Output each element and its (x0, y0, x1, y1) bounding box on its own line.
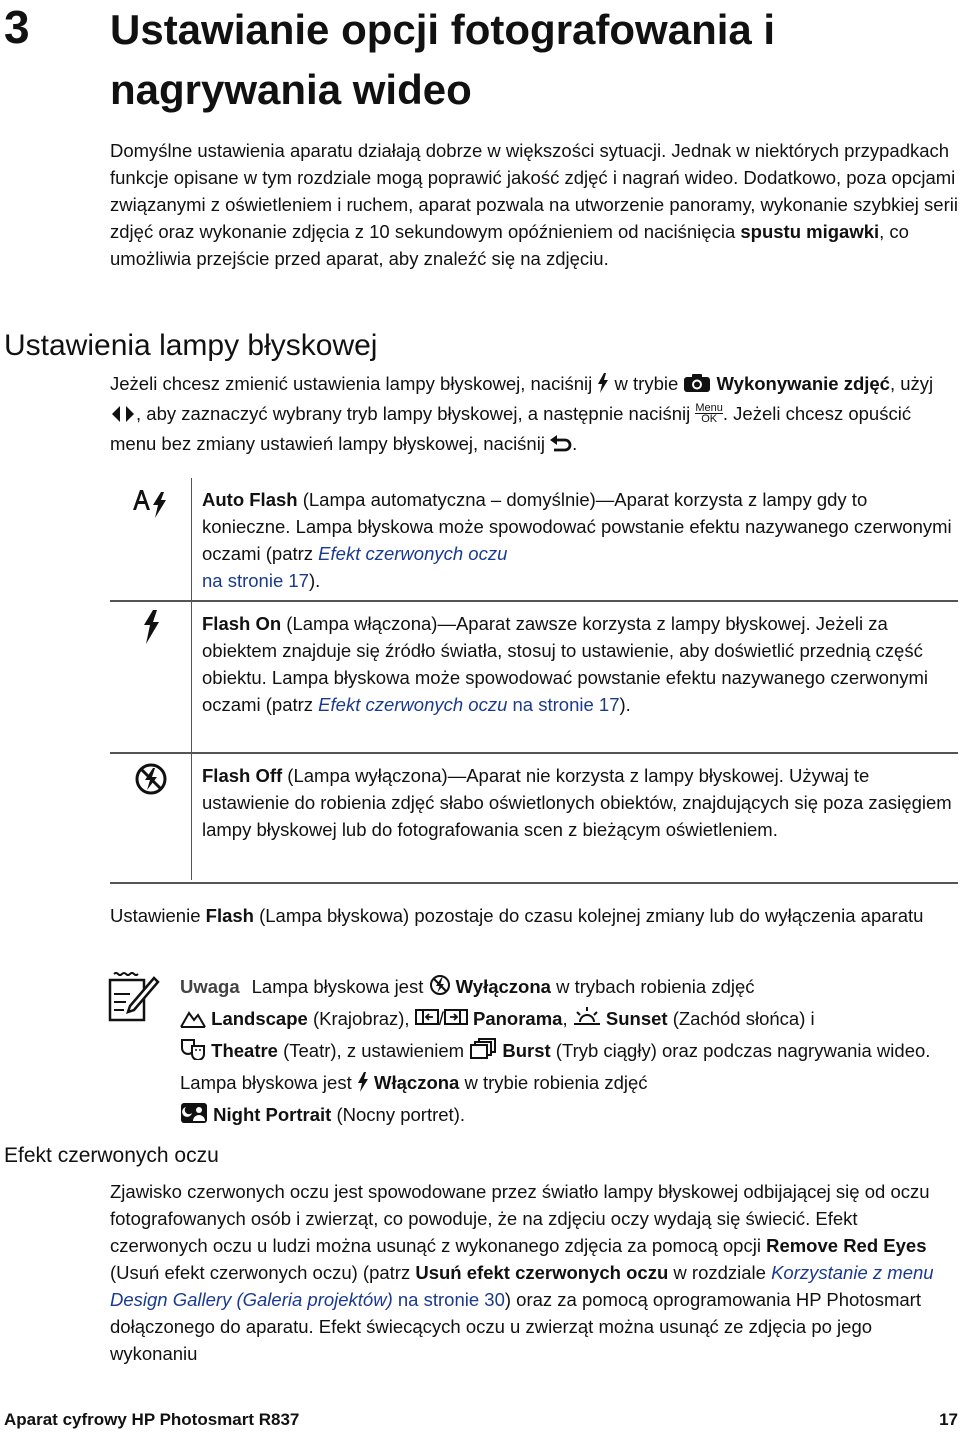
burst-term: Burst (502, 1040, 551, 1061)
intro-text-end: , co umożliwia przejście przed aparat, aby znaleźć się na zdjęciu. (110, 221, 909, 269)
flash-on-description (192, 602, 958, 752)
menu-ok-icon (695, 403, 723, 424)
note-pencil-icon (108, 972, 160, 1027)
note-text: (Tryb ciągły) oraz podczas nagrywania wideo. Lampa błyskowa jest (180, 1040, 931, 1093)
note-text: Lampa błyskowa jest (251, 976, 424, 997)
flash-persist-paragraph (110, 902, 958, 929)
flash-instructions (110, 370, 958, 460)
flash-off-term: Wyłączona (455, 976, 551, 997)
redeye-paragraph (110, 1178, 958, 1367)
note-text: (Teatr), z ustawieniem (283, 1040, 465, 1061)
design-gallery-link[interactable]: Korzystanie z menu Design Gallery (Galeria projektów) (110, 1262, 934, 1310)
footer-product-name: Aparat cyfrowy HP Photosmart R837 (4, 1410, 300, 1429)
sunset-icon (573, 1006, 601, 1036)
flash-mode-name: Flash Off (202, 765, 283, 786)
auto-flash-icon (110, 478, 192, 600)
note-text: w trybie robienia zdjęć (464, 1072, 648, 1093)
remove-red-eyes-term-pl: Usuń efekt czerwonych oczu (415, 1262, 669, 1283)
landscape-term: Landscape (211, 1008, 308, 1029)
note-text: (Zachód słońca) i (672, 1008, 815, 1029)
flash-on-term: Włączona (374, 1072, 460, 1093)
flash-on-icon (110, 602, 192, 752)
flash-mode-text: (Lampa automatyczna – domyślnie)—Aparat korzysta z lampy gdy to konieczne. Lampa błyskowa może spowodować powstanie efektu nazywanego czerwonymi oczami (patrz (202, 489, 952, 564)
flash-term: Flash (205, 905, 254, 926)
flash-mode-text-end: ). (619, 694, 631, 715)
note-text: (Nocny portret). (336, 1104, 465, 1125)
note-comma: , (562, 1008, 568, 1029)
redeye-text-end: ) oraz za pomocą oprogramowania HP Photosmart dołączonego do aparatu. Efekt świecących oczu u zwierząt można usunąć ze zdjęcia po jego wykonaniu (110, 1289, 921, 1364)
panorama-term: Panorama (473, 1008, 563, 1029)
red-eye-link[interactable]: Efekt czerwonych oczu (318, 543, 508, 564)
flash-mode-text: (Lampa włączona)—Aparat zawsze korzysta z lampy błyskowej. Jeżeli za obiektem znajduje się źródło światła, stosuj to ustawienie, aby doświetlić przednią część obiektu. Lampa błyskowa może spowodować powstanie efektu nazywanego czerwonymi oczami (patrz (202, 613, 928, 715)
theatre-term: Theatre (211, 1040, 278, 1061)
flash-mode-row (110, 478, 958, 600)
flash-instr-text: . Jeżeli chcesz opuścić menu bez zmiany ustawień lampy błyskowej, naciśnij (110, 403, 912, 454)
flash-mode-name: Auto Flash (202, 489, 298, 510)
flash-mode-row (110, 752, 958, 880)
burst-icon (469, 1038, 497, 1068)
flash-on-small-icon (357, 1071, 369, 1100)
flash-modes-table (110, 478, 958, 880)
shutter-button-term: spustu migawki (740, 221, 880, 242)
page-ref-link[interactable]: na stronie 30 (397, 1289, 505, 1310)
note-text: (Krajobraz), (312, 1008, 410, 1029)
flash-mode-name: Flash On (202, 613, 282, 634)
panorama-left-icon (415, 1007, 439, 1036)
sunset-term: Sunset (605, 1008, 668, 1029)
flash-mode-row (110, 600, 958, 752)
panorama-right-icon (444, 1007, 468, 1036)
intro-text: Domyślne ustawienia aparatu działają dobrze w większości sytuacji. Jednak w niektórych przypadkach funkcje opisane w tym rozdziale mogą poprawić jakość zdjęć i nagrań wideo. Dodatkowo, poza opcjami związanymi z oświetleniem i ruchem, aparat pozwala na utworzenie panoramy, wykonanie szybkiej serii zdjęć oraz wykonanie zdjęcia z 10 sekundowym opóźnieniem od naciśnięcia (110, 140, 958, 242)
flash-instr-text: , aby zaznaczyć wybrany tryb lampy błyskowej, a następnie naciśnij (136, 403, 691, 424)
page-footer (4, 1410, 958, 1430)
note-box (180, 972, 958, 1132)
remove-red-eyes-term: Remove Red Eyes (766, 1235, 927, 1256)
intro-paragraph (110, 137, 958, 272)
menu-label: Menu (695, 402, 723, 414)
camera-icon (683, 373, 711, 400)
flash-mode-text-end: ). (308, 570, 321, 591)
flash-instr-text: , użyj (889, 373, 934, 394)
flash-off-icon (110, 754, 192, 880)
night-portrait-term: Night Portrait (213, 1104, 332, 1125)
flash-instr-text: . (572, 433, 578, 454)
persist-text-end: (Lampa błyskowa) pozostaje do czasu kolejnej zmiany lub do wyłączenia aparatu (253, 905, 924, 926)
left-right-arrows-icon (110, 403, 136, 430)
footer-page-number: 17 (939, 1410, 958, 1429)
persist-text: Ustawienie (110, 905, 206, 926)
back-arrow-icon (550, 433, 572, 460)
note-label: Uwaga (180, 976, 240, 997)
flash-instr-text: w trybie (614, 373, 679, 394)
flash-button-icon (597, 373, 609, 400)
page-ref-link[interactable]: na stronie 17 (512, 694, 620, 715)
flash-mode-text: (Lampa wyłączona)—Aparat nie korzysta z lampy błyskowej. Używaj te ustawienie do robienia zdjęć słabo oświetlonych obiektów, znajdujących się poza zasięgiem lampy błyskowej lub do fotografowania scen z bieżącym oświetleniem. (202, 765, 952, 840)
chapter-title: Ustawianie opcji fotografowania i nagrywania wideo (110, 6, 776, 113)
landscape-icon (180, 1007, 206, 1036)
picture-mode-term: Wykonywanie zdjęć (716, 373, 890, 394)
flash-off-description (192, 754, 958, 880)
red-eye-link[interactable]: Efekt czerwonych oczu (318, 694, 508, 715)
redeye-text: Zjawisko czerwonych oczu jest spowodowane przez światło lampy błyskowej odbijającej się od oczu fotografowanych osób i zwierząt, co powoduje, że na zdjęciu oczy wydają się świecić. Efekt czerwonych oczu u ludzi można usunąć z wykonanego zdjęcia za pomocą opcji (110, 1181, 930, 1256)
chapter-number: 3 (4, 1, 30, 53)
redeye-section-heading: Efekt czerwonych oczu (4, 1144, 219, 1167)
theatre-icon (180, 1038, 206, 1068)
redeye-text: w rozdziale (668, 1262, 772, 1283)
auto-flash-description (192, 478, 958, 600)
table-bottom-rule (110, 882, 958, 884)
note-text: w trybach robienia zdjęć (556, 976, 755, 997)
flash-off-small-icon (429, 974, 451, 1004)
night-portrait-icon (180, 1102, 208, 1132)
flash-section-heading: Ustawienia lampy błyskowej (4, 329, 378, 362)
redeye-text: (Usuń efekt czerwonych oczu) (patrz (110, 1262, 416, 1283)
page-ref-link[interactable]: na stronie 17 (202, 570, 309, 591)
flash-instr-text: Jeżeli chcesz zmienić ustawienia lampy błyskowej, naciśnij (110, 373, 593, 394)
ok-label: OK (701, 413, 718, 425)
note-slash: / (438, 1008, 444, 1029)
